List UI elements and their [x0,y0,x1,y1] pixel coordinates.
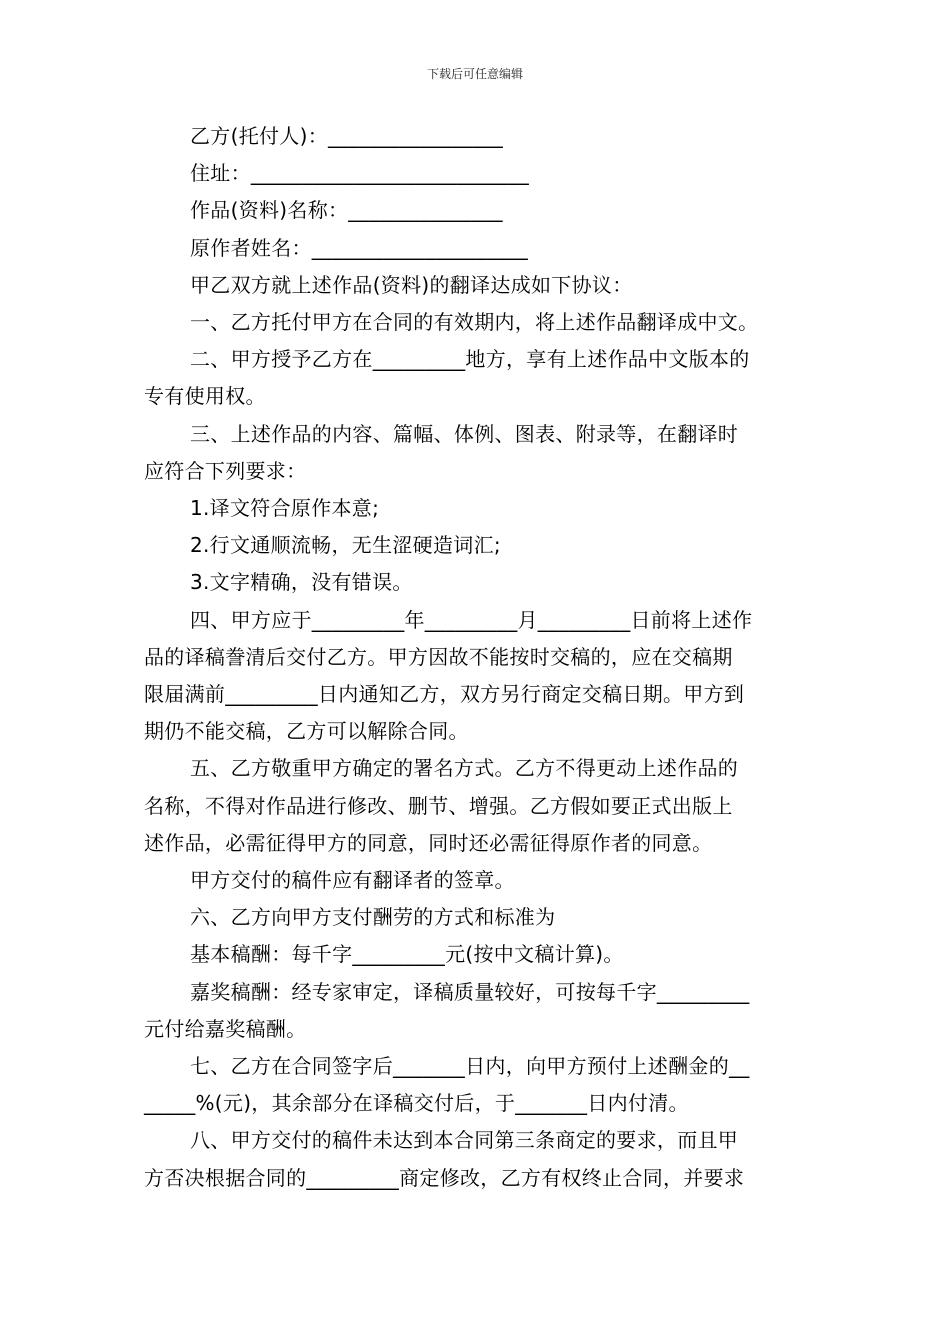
clause-5-cont-1: 名称，不得对作品进行修改、删节、增强。乙方假如要正式出版上 [144,793,733,818]
clause-7: 七、乙方在合同签字后_______日内，向甲方预付上述酬金的__ [190,1054,750,1079]
clause-7-cont: _____%(元)，其余部分在译稿交付后，于_______日内付清。 [144,1091,689,1116]
clause-4-cont-3: 期仍不能交稿，乙方可以解除合同。 [144,719,469,744]
requirement-2: 2.行文通顺流畅，无生涩硬造词汇; [190,533,501,558]
work-title-line: 作品(资料)名称：_______________ [190,198,503,223]
clause-2: 二、甲方授予乙方在_________地方，享有上述作品中文版本的 [190,347,750,372]
clause-3-cont: 应符合下列要求： [144,458,307,483]
clause-4-cont-1: 品的译稿誊清后交付乙方。甲方因故不能按时交稿的，应在交稿期 [144,644,733,669]
contract-body [144,118,808,1197]
clause-5-cont-2: 述作品，必需征得甲方的同意，同时还必需征得原作者的同意。 [144,830,713,855]
clause-3: 三、上述作品的内容、篇幅、体例、图表、附录等，在翻译时 [190,421,739,446]
bonus-fee-cont: 元付给嘉奖稿酬。 [144,1016,307,1041]
clause-1: 一、乙方托付甲方在合同的有效期内，将上述作品翻译成中文。 [190,310,759,335]
clause-6: 六、乙方向甲方支付酬劳的方式和标准为 [190,905,556,930]
signature-note: 甲方交付的稿件应有翻译者的签章。 [190,868,515,893]
page-header: 下载后可任意编辑 [426,67,523,81]
clause-5: 五、乙方敬重甲方确定的署名方式。乙方不得更动上述作品的 [190,756,739,781]
basic-fee-line: 基本稿酬：每千字_________元(按中文稿计算)。 [190,942,624,967]
bonus-fee-line: 嘉奖稿酬：经专家审定，译稿质量较好，可按每千字_________ [190,979,750,1004]
clause-4: 四、甲方应于_________年_________月_________日前将上述作 [190,607,753,632]
original-author-line: 原作者姓名：_____________________ [190,235,529,260]
clause-8-cont: 方否决根据合同的_________商定修改，乙方有权终止合同，并要求 [144,1165,745,1190]
address-line: 住址：___________________________ [190,161,529,186]
clause-8: 八、甲方交付的稿件未达到本合同第三条商定的要求，而且甲 [190,1128,739,1153]
party-b-line: 乙方(托付人)：_________________ [190,124,504,148]
clause-2-cont: 专有使用权。 [144,384,266,409]
agreement-intro: 甲乙双方就上述作品(资料)的翻译达成如下协议： [190,272,633,297]
requirement-1: 1.译文符合原作本意; [190,496,380,521]
clause-4-cont-2: 限届满前_________日内通知乙方，双方另行商定交稿日期。甲方到 [144,682,745,707]
requirement-3: 3.文字精确，没有错误。 [190,570,413,595]
